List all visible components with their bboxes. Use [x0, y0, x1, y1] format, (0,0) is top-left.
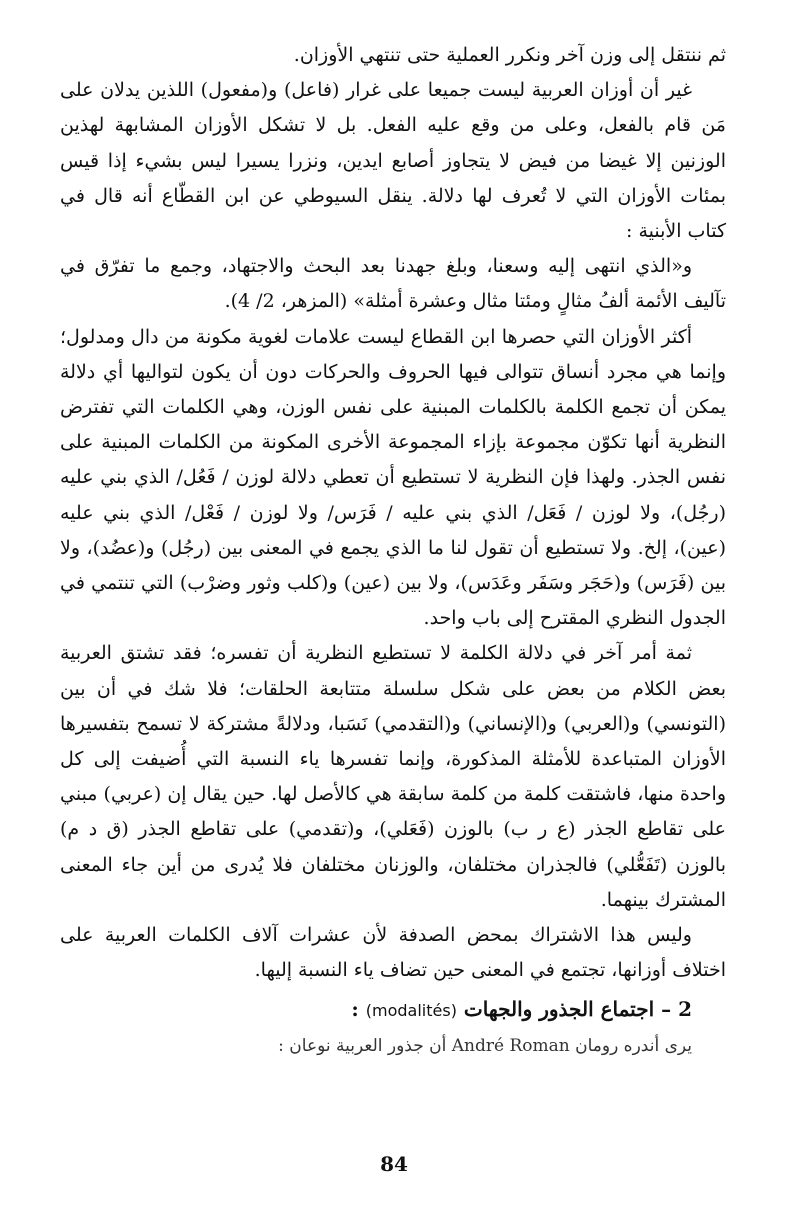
page-body	[60, 38, 726, 1064]
closing-line: يرى أندره رومان André Roman أن جذور العربية نوعان :	[278, 1035, 692, 1056]
paragraph-4: أكثر الأوزان التي حصرها ابن القطاع ليست علامات لغوية مكونة من دال ومدلول؛ وإنما هي مجرد أنساق تتوالى فيها الحروف والحركات دون أن يكون لتواليها أي دلالة يمكن أن تجمع الكلمة بالكلمات المبنية على نفس الوزن، وهي الكلمات التي تفترض النظرية أنها تكوّن مجموعة بإزاء المجموعة الأخرى المكونة من الكلمات المبنية على نفس الجذر. ولهذا فإن النظرية لا تستطيع أن تعطي دلالة لوزن / فَعُل/ الذي بني عليه (رجُل)، ولا لوزن / فَعَل/ الذي بني عليه / فَرَس/ ولا لوزن / فَعْل/ الذي بني عليه (عين)، إلخ. ولا تستطيع أن تقول لنا ما الذي يجمع في المعنى بين (رجُل) و(عضُد)، ولا بين (فَرَس) و(حَجَر وسَفَر وعَدَس)، ولا بين (عين) و(كلب وثور وضرْب) التي تنتمي في الجدول النظري المقترح إلى باب واحد.	[60, 325, 726, 630]
paragraph-3-quote: و«الذي انتهى إليه وسعنا، وبلغ جهدنا بعد البحث والاجتهاد، وجمع ما تفرّق في تآليف الأئمة ألفُ مثالٍ ومئتا مثال وعشرة أمثلة» (المزهر، 2/ 4).	[60, 255, 726, 313]
section-dash: –	[661, 997, 672, 1022]
section-latin-term: (modalités)	[365, 1001, 457, 1021]
paragraph-2: غير أن أوزان العربية ليست جميعا على غرار (فاعل) و(مفعول) اللذين يدلان على مَن قام بالفعل، وعلى من وقع عليه الفعل. بل لا تشكل الأوزان المشابهة لهذين الوزنين إلا غيضا من فيض لا يتجاوز أصابع ايدين، ونزرا يسيرا ليس بشيء إذا قيس بمئات الأوزان التي لا تُعرف لها دلالة. ينقل السيوطي عن ابن القطّاع أنه قال في كتاب الأبنية :	[60, 79, 726, 243]
paragraph-5: ثمة أمر آخر في دلالة الكلمة لا تستطيع النظرية أن تفسره؛ فقد تشتق العربية بعض الكلام من بعض على شكل سلسلة متتابعة الحلقات؛ فلا شك في أن بين (التونسي) و(العربي) و(الإنساني) و(التقدمي) نَسَبا، ودلالةً مشتركة لا تسمح بتفسيرها الأوزان المتباعدة للأمثلة المذكورة، وإنما تفسرها ياء النسبة التي أُضيفت إلى كل واحدة منها، فاشتقت كلمة من كلمة سابقة هي كالأصل لها. حين يقال إن (عربي) مبني على تقاطع الجذر (ع ر ب) بالوزن (فَعَلي)، و(تقدمي) على تقاطع الجذر (ق د م) بالوزن (تَفَعُّلي) فالجذران مختلفان، والوزنان مختلفان فلا يُدرى من أين جاء المعنى المشترك بينهما.	[60, 642, 726, 911]
section-title: اجتماع الجذور والجهات	[463, 997, 655, 1022]
section-number: 2	[678, 997, 692, 1022]
paragraph-6: وليس هذا الاشتراك بمحض الصدفة لأن عشرات آلاف الكلمات العربية على اختلاف أوزانها، تجتمع في المعنى حين تضاف ياء النسبة إليها.	[60, 924, 726, 982]
section-colon: :	[351, 997, 359, 1022]
section-heading	[60, 992, 726, 1028]
page-number: 84	[380, 1152, 408, 1176]
paragraph-1: ثم ننتقل إلى وزن آخر ونكرر العملية حتى تنتهي الأوزان.	[293, 44, 726, 66]
